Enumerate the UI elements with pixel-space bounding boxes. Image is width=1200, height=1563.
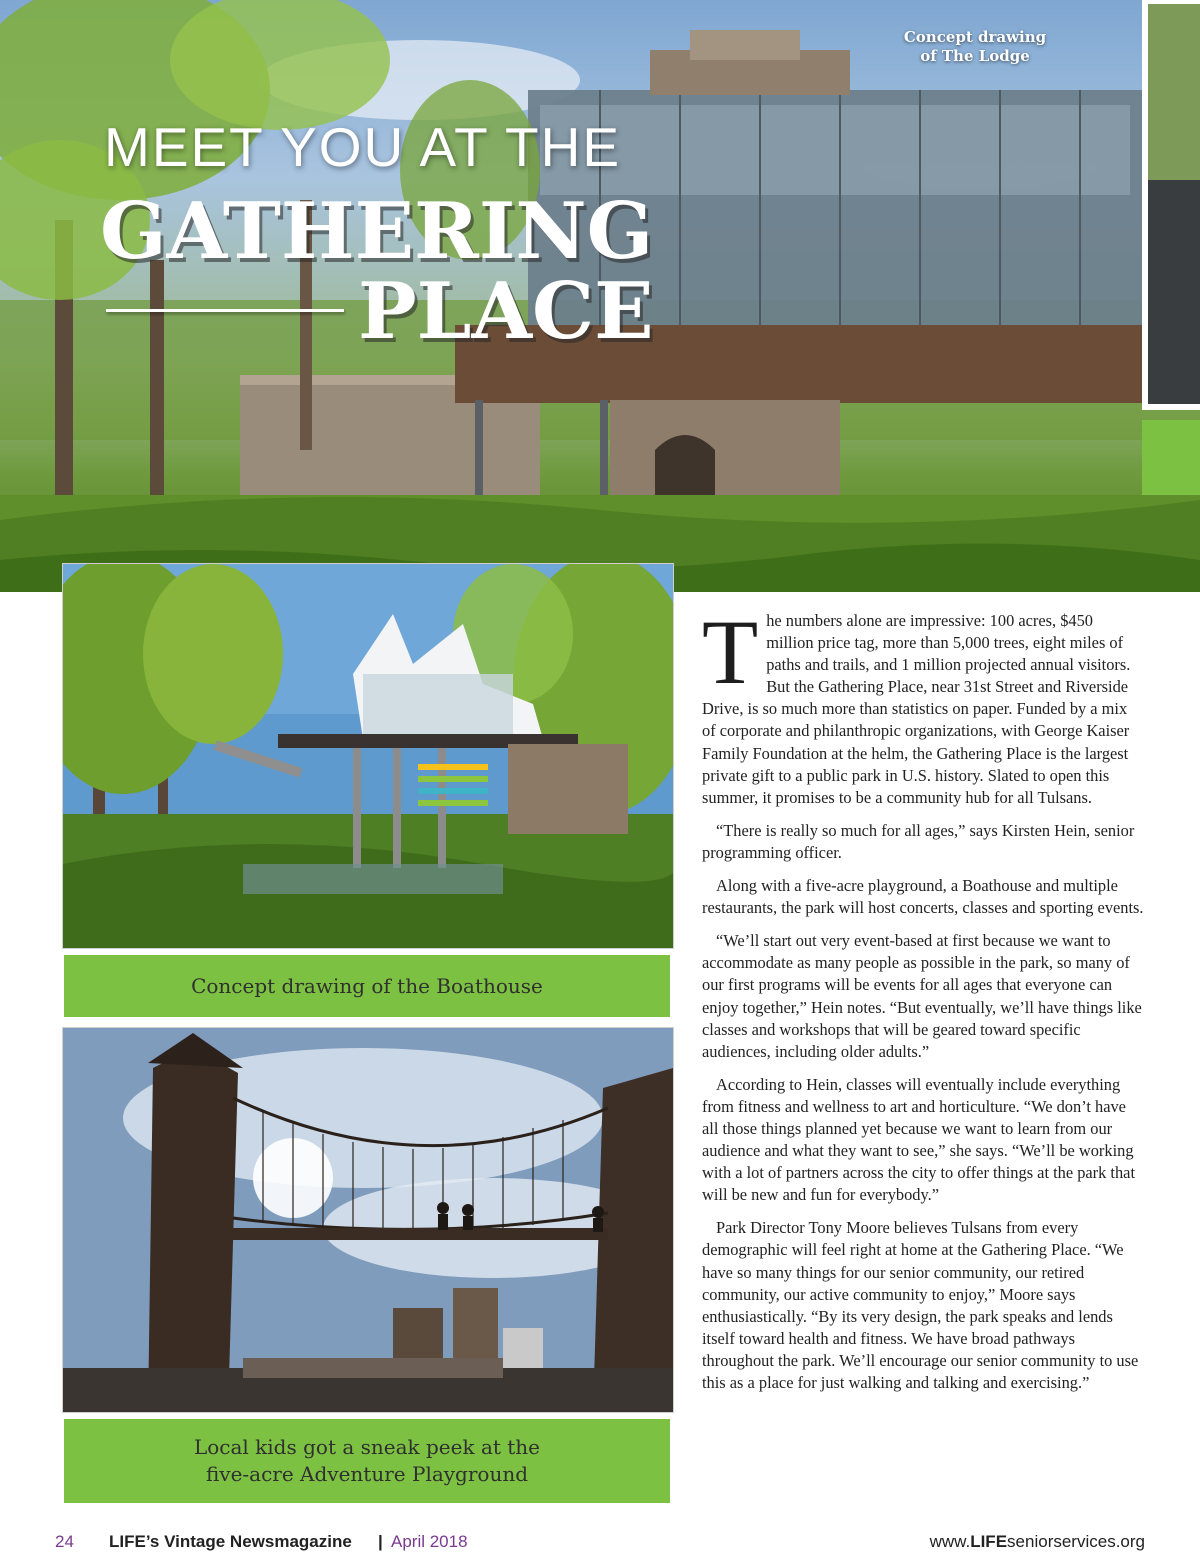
hero-caption	[880, 28, 1070, 66]
boathouse-caption-text: Concept drawing of the Boathouse	[191, 973, 543, 998]
website-prefix: www.	[929, 1532, 971, 1551]
article-paragraph-2: “There is really so much for all ages,” says Kirsten Hein, senior programming officer.	[702, 820, 1135, 862]
playground-illustration	[63, 1028, 673, 1412]
article-paragraph-3: Along with a five-acre playground, a Boathouse and multiple restaurants, the park will host concerts, classes and sporting events.	[702, 876, 1144, 918]
headline-line3: PLACE	[358, 266, 654, 357]
headline-line2: GATHERING	[100, 186, 654, 277]
website-link[interactable]	[930, 1532, 1145, 1552]
hero-caption-line1: Concept drawing	[903, 28, 1047, 46]
article-paragraph-4: “We’ll start out very event-based at first because we want to accommodate as many people as possible in the park, so many of our first programs will be events for all ages that everyone can enjoy together,” Hein notes. “But eventually, we’ll have things like classes and workshops that will be geared toward specific audiences, including older adults.”	[702, 931, 1142, 1061]
article-paragraph-5: According to Hein, classes will eventually include everything from fitness and wellness to art and horticulture. “We don’t have all those things planned yet because we want to learn from our audience and what they want to see,” she says. “We’ll be working with a lot of partners across the city to offer things at the park that will be new and fun for everybody.”	[702, 1074, 1136, 1205]
playground-caption	[64, 1419, 670, 1503]
hero-caption-line2: of The Lodge	[920, 47, 1030, 65]
article-paragraph-1	[702, 601, 1144, 809]
drop-cap: T	[702, 601, 759, 703]
playground-caption-line2: five-acre Adventure Playground	[205, 1462, 529, 1486]
page-footer	[55, 1532, 1145, 1556]
article-paragraph-6: Park Director Tony Moore believes Tulsans from every demographic will feel right at home at the Gathering Place. “We have so many things for our senior community, our retired community, our active community to enjoy,” Moore says enthusiastically. “By its very design, the park speaks and lends itself toward health and fitness. We have broad pathways throughout the park. We’ll encourage our senior community to use this as a place for just walking and talking and exercising.”	[702, 1218, 1139, 1392]
hero-image	[0, 0, 1200, 592]
publication-name: LIFE’s Vintage Newsmagazine	[109, 1532, 352, 1551]
article-body	[702, 601, 1144, 1405]
website-suffix: seniorservices.org	[1007, 1532, 1145, 1551]
issue-date: April 2018	[391, 1532, 468, 1551]
footer-separator: |	[378, 1532, 383, 1551]
playground-photo	[62, 1027, 674, 1413]
website-bold: LIFE	[970, 1532, 1008, 1551]
boathouse-caption	[64, 955, 670, 1017]
headline-rule	[106, 309, 344, 312]
article-paragraph-1-text: he numbers alone are impressive: 100 acres, $450 million price tag, more than 5,000 trees, eight miles of paths and trails, and 1 million projected annual visitors. But the Gathering Place, near 31st Street and Riverside Drive, is so much more than statistics on paper. Funded by a mix of corporate and philanthropic organizations, with George Kaiser Family Foundation at the helm, the Gathering Place is the largest private gift to a public park in U.S. history. Slated to open this summer, it promises to be a community hub for all Tulsans.	[702, 611, 1131, 807]
boathouse-illustration	[63, 564, 673, 948]
playground-caption-line1: Local kids got a sneak peek at the	[193, 1435, 541, 1459]
page-number: 24	[55, 1532, 74, 1551]
headline-line1: MEET YOU AT THE	[104, 116, 621, 178]
boathouse-photo	[62, 563, 674, 949]
